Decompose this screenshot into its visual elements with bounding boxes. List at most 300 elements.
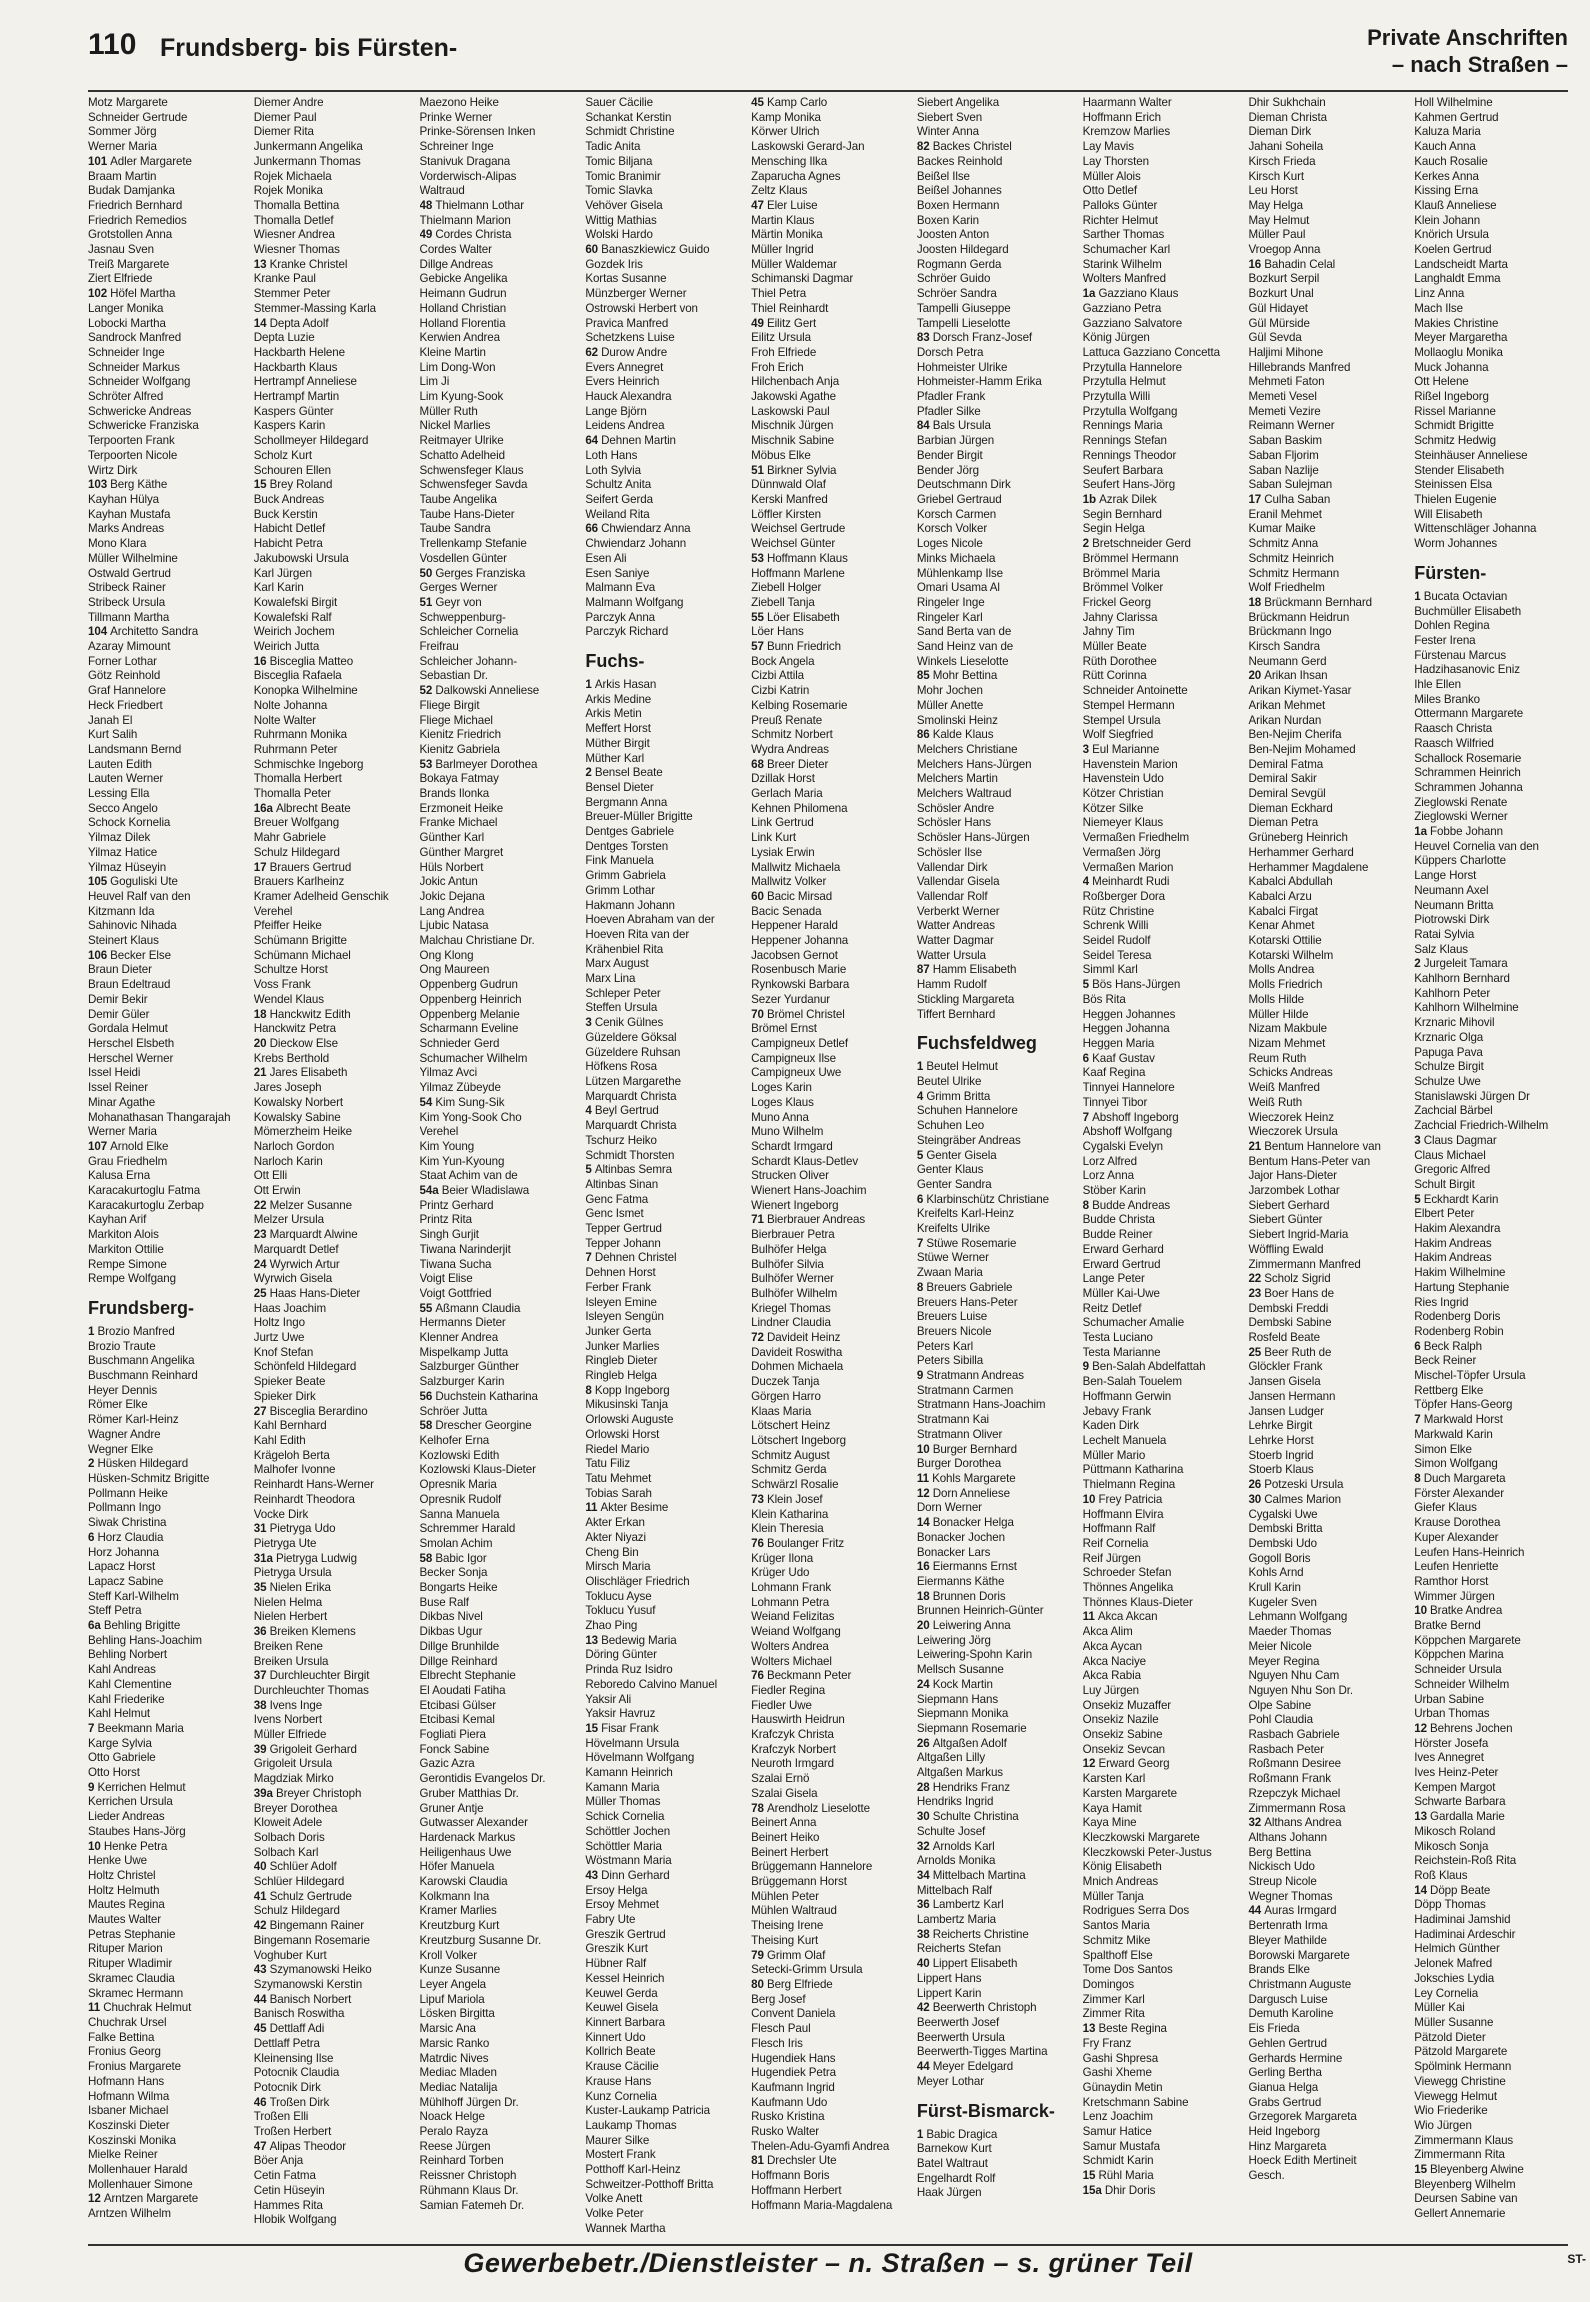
directory-entry: Jokic Dejana — [419, 889, 485, 903]
directory-entry: Smolan Achim — [419, 1536, 493, 1550]
directory-entry: Tinnyei Hannelore — [1082, 1081, 1175, 1095]
directory-entry: Lauten Edith — [88, 757, 152, 771]
directory-entry: Schneider Wolfgang — [88, 375, 191, 389]
directory-entry: Günther Margret — [419, 845, 504, 859]
directory-entry: Breuers Luise — [916, 1310, 988, 1324]
directory-entry: Bleyenberg Wilhelm — [1414, 2177, 1516, 2191]
directory-entry: Fabry Ute — [585, 1913, 636, 1927]
directory-entry: Lenz Joachim — [1082, 2110, 1153, 2124]
directory-entry: 47 Alipas Theodor — [253, 2139, 346, 2153]
directory-entry: Dembski Udo — [1248, 1536, 1317, 1550]
directory-entry: 35 Nielen Erika — [253, 1581, 331, 1595]
directory-entry: Heck Friedbert — [88, 698, 163, 712]
directory-entry: Pollmann Heike — [88, 1486, 168, 1500]
directory-entry: Braam Martin — [88, 169, 157, 183]
directory-entry: Rütt Corinna — [1082, 669, 1147, 683]
directory-entry: Hillebrands Manfred — [1248, 360, 1351, 374]
directory-entry: Wienert Ingeborg — [751, 1198, 839, 1212]
directory-entry: Steff Karl-Wilhelm — [88, 1589, 179, 1603]
directory-entry: Bongarts Heike — [419, 1581, 498, 1595]
directory-entry: Bierbrauer Petra — [751, 1228, 835, 1242]
directory-entry: Haljimi Mihone — [1248, 345, 1324, 359]
directory-entry: Lorz Alfred — [1082, 1154, 1137, 1168]
directory-entry: 2 Bensel Beate — [585, 766, 663, 780]
directory-entry: Stempel Hermann — [1082, 698, 1175, 712]
directory-entry: Papuga Pava — [1414, 1045, 1483, 1059]
directory-entry: Rodenberg Robin — [1414, 1324, 1504, 1338]
directory-entry: Dembski Sabine — [1248, 1316, 1332, 1330]
directory-entry: Ries Ingrid — [1414, 1295, 1469, 1309]
directory-entry: Bisceglia Rafaela — [253, 669, 342, 683]
directory-entry: Stöber Karin — [1082, 1184, 1146, 1198]
directory-entry: Schmitz Gerda — [751, 1463, 827, 1477]
directory-entry: 64 Dehnen Martin — [585, 434, 676, 448]
directory-entry: Heuvel Cornelia van den — [1414, 839, 1539, 853]
directory-entry: 53 Barlmeyer Dorothea — [419, 757, 538, 771]
directory-entry: Engelhardt Rolf — [916, 2171, 996, 2185]
directory-entry: Lieder Andreas — [88, 1810, 165, 1824]
directory-entry: Kaspers Günter — [253, 404, 334, 418]
street-heading: Fuchs- — [585, 651, 645, 672]
directory-entry: Grzegorek Margareta — [1248, 2110, 1357, 2124]
directory-entry: Muno Anna — [751, 1110, 809, 1124]
directory-entry: 5 Altinbas Semra — [585, 1163, 673, 1177]
directory-entry: Schwericke Andreas — [88, 404, 192, 418]
directory-entry: 40 Schlüer Adolf — [253, 1860, 337, 1874]
directory-entry: Santos Maria — [1082, 1919, 1150, 1933]
directory-entry: Thomalla Peter — [253, 787, 331, 801]
directory-entry: Mispelkamp Jutta — [419, 1345, 509, 1359]
directory-entry: 103 Berg Käthe — [88, 478, 168, 492]
directory-entry: Kabalci Abdullah — [1248, 875, 1333, 889]
directory-entry: Tampelli Giuseppe — [916, 301, 1011, 315]
directory-entry: 13 Gardalla Marie — [1414, 1810, 1505, 1824]
directory-entry: Ley Cornelia — [1414, 1986, 1479, 2000]
directory-entry: Etcibasi Gülser — [419, 1698, 497, 1712]
directory-entry: Stratmann Kai — [916, 1413, 990, 1427]
directory-entry: Braun Dieter — [88, 963, 152, 977]
directory-entry: Rempe Wolfgang — [88, 1272, 176, 1286]
directory-entry: Saban Sulejman — [1248, 478, 1333, 492]
directory-entry: Evers Heinrich — [585, 375, 660, 389]
directory-entry: Toklucu Yusuf — [585, 1604, 656, 1618]
directory-entry: Kowalsky Norbert — [253, 1095, 344, 1109]
directory-entry: Müller Anette — [916, 698, 984, 712]
directory-entry: Printz Rita — [419, 1213, 472, 1227]
directory-entry: Schumacher Amalie — [1082, 1316, 1185, 1330]
directory-entry: Theising Irene — [751, 1919, 824, 1933]
directory-entry: 72 Davideit Heinz — [751, 1331, 841, 1345]
directory-entry: Holland Florentia — [419, 316, 506, 330]
directory-entry: König Elisabeth — [1082, 1860, 1162, 1874]
directory-entry: Behling Hans-Joachim — [88, 1633, 202, 1647]
directory-entry: Molls Friedrich — [1248, 978, 1323, 992]
directory-entry: Landscheidt Marta — [1414, 257, 1508, 271]
directory-entry: Krüger Udo — [751, 1566, 810, 1580]
directory-entry: Giefer Klaus — [1414, 1501, 1477, 1515]
directory-entry: 5 Bös Hans-Jürgen — [1082, 978, 1181, 992]
directory-entry: Siepmann Hans — [916, 1692, 999, 1706]
directory-entry: Loges Karin — [751, 1081, 812, 1095]
directory-entry: Skramec Claudia — [88, 1971, 175, 1985]
directory-entry: Verehel — [253, 904, 293, 918]
directory-entry: 10 Burger Bernhard — [916, 1442, 1017, 1456]
directory-entry: Opresnik Maria — [419, 1478, 497, 1492]
directory-entry: Gül Mürside — [1248, 316, 1310, 330]
directory-entry: 12 Behrens Jochen — [1414, 1721, 1513, 1735]
directory-entry: Franke Michael — [419, 816, 498, 830]
directory-entry: Narloch Karin — [253, 1154, 323, 1168]
directory-entry: Zieglowski Werner — [1414, 810, 1508, 824]
directory-entry: 82 Backes Christel — [916, 140, 1012, 154]
directory-entry: Przytulla Hannelore — [1082, 360, 1182, 374]
directory-entry: Pätzold Margarete — [1414, 2045, 1508, 2059]
directory-entry: 38 Ivens Inge — [253, 1698, 323, 1712]
directory-entry: Schmitz Mike — [1082, 1933, 1151, 1947]
directory-entry: Volke Peter — [585, 2207, 644, 2221]
directory-entry: Buchmüller Elisabeth — [1414, 604, 1522, 618]
directory-entry: Zhao Ping — [585, 1619, 638, 1633]
directory-entry: Schwärzl Rosalie — [751, 1478, 839, 1492]
directory-entry: Schroeder Stefan — [1082, 1566, 1172, 1580]
directory-entry: Bentum Hans-Peter van — [1248, 1154, 1371, 1168]
directory-entry: Siebert Gerhard — [1248, 1198, 1330, 1212]
directory-entry: Hoeven Rita van der — [585, 927, 690, 941]
page-code: ST- — [1567, 2252, 1586, 2266]
directory-entry: Malmann Eva — [585, 581, 656, 595]
directory-entry: Wolters Andrea — [751, 1639, 829, 1653]
directory-entry: Loges Klaus — [751, 1095, 814, 1109]
directory-entry: Fonck Sabine — [419, 1742, 490, 1756]
directory-entry: Gehlen Gertrud — [1248, 2036, 1327, 2050]
directory-entry: Kim Yun-Kyoung — [419, 1154, 505, 1168]
directory-entry: Lim Dong-Won — [419, 360, 496, 374]
directory-entry: Setecki-Grimm Ursula — [751, 1963, 863, 1977]
directory-entry: 39 Grigoleit Gerhard — [253, 1742, 357, 1756]
directory-entry: Döpp Thomas — [1414, 1898, 1486, 1912]
directory-entry: Karsten Margarete — [1082, 1786, 1177, 1800]
directory-entry: Kalusa Erna — [88, 1169, 151, 1183]
directory-entry: Zeltz Klaus — [751, 184, 808, 198]
directory-entry: Hüsken-Schmitz Brigitte — [88, 1471, 210, 1485]
directory-entry: 60 Bacic Mirsad — [751, 889, 833, 903]
directory-entry: Thomalla Detlef — [253, 213, 334, 227]
directory-entry: Werner Maria — [88, 140, 157, 154]
directory-entry: 36 Lambertz Karl — [916, 1898, 1004, 1912]
directory-entry: Klein Johann — [1414, 213, 1481, 227]
directory-entry: Schösler Hans-Jürgen — [916, 831, 1030, 845]
directory-entry: Brückmann Heidrun — [1248, 610, 1350, 624]
directory-entry: Tampelli Lieselotte — [916, 316, 1011, 330]
directory-entry: Evers Annegret — [585, 360, 664, 374]
directory-entry: Brüggemann Horst — [751, 1875, 847, 1889]
directory-entry: Dzillak Horst — [751, 772, 815, 786]
directory-entry: Leyer Angela — [419, 1978, 487, 1991]
directory-entry: Troßen Elli — [253, 2110, 309, 2124]
directory-entry: Gül Sevda — [1248, 331, 1302, 345]
directory-entry: Solbach Karl — [253, 1845, 319, 1859]
directory-entry: Przytulla Wolfgang — [1082, 404, 1178, 418]
directory-entry: Kötzer Silke — [1082, 801, 1144, 815]
directory-entry: Kramer Marlies — [419, 1904, 497, 1918]
directory-entry: Kriegel Thomas — [751, 1301, 831, 1315]
directory-entry: Schmitz Anna — [1248, 537, 1319, 551]
directory-entry: Petras Stephanie — [88, 1927, 176, 1941]
directory-entry: Hakim Andreas — [1414, 1236, 1492, 1250]
directory-entry: Altgaßen Markus — [916, 1766, 1004, 1780]
directory-entry: Vallendar Dirk — [916, 860, 988, 874]
directory-entry: Motz Margarete — [88, 96, 168, 109]
directory-entry: Breuer-Müller Brigitte — [585, 810, 693, 824]
street-range-title: Frundsberg- bis Fürsten- — [160, 34, 458, 62]
directory-entry: Herschel Werner — [88, 1051, 174, 1065]
directory-entry: Mellsch Susanne — [916, 1663, 1004, 1677]
directory-entry: Hoffmann Herbert — [751, 2183, 842, 2197]
directory-entry: Bulhöfer Helga — [751, 1242, 827, 1256]
directory-entry: Grau Friedhelm — [88, 1154, 168, 1168]
directory-entry: Töpfer Hans-Georg — [1414, 1398, 1513, 1412]
directory-entry: Pravica Manfred — [585, 316, 669, 330]
directory-entry: Testa Marianne — [1082, 1345, 1161, 1359]
directory-entry: 105 Goguliski Ute — [88, 875, 178, 889]
directory-entry: Schwensfeger Klaus — [419, 463, 524, 477]
directory-entry: Wegner Elke — [88, 1442, 154, 1456]
directory-entry: Schleper Peter — [585, 986, 661, 1000]
directory-entry: Thönnes Angelika — [1082, 1581, 1174, 1595]
directory-entry: Hakim Alexandra — [1414, 1222, 1501, 1236]
directory-entry: Lay Mavis — [1082, 140, 1134, 154]
directory-entry: Wieczorek Heinz — [1248, 1110, 1334, 1124]
footer-rule — [88, 2244, 1568, 2246]
directory-entry: Reitmayer Ulrike — [419, 434, 504, 448]
directory-entry: Ramthor Horst — [1414, 1574, 1489, 1588]
directory-entry: Wegner Thomas — [1248, 1889, 1333, 1903]
directory-entry: Gazic Azra — [419, 1757, 475, 1771]
directory-entry: Tepper Johann — [585, 1236, 661, 1250]
directory-entry: Kleinensing Ilse — [253, 2051, 334, 2065]
directory-entry: 2 Jurgeleit Tamara — [1414, 957, 1508, 971]
directory-entry: Kaspers Karin — [253, 419, 326, 433]
directory-entry: 2 Hüsken Hildegard — [88, 1457, 189, 1471]
directory-entry: Onsekiz Nazile — [1082, 1713, 1159, 1727]
directory-entry: Böer Anja — [253, 2154, 304, 2168]
directory-entry: 4 Beyl Gertrud — [585, 1104, 659, 1118]
directory-entry: Mischnik Sabine — [751, 434, 835, 448]
directory-entry: 46 Troßen Dirk — [253, 2095, 330, 2109]
directory-entry: Bulhöfer Wilhelm — [751, 1286, 838, 1300]
directory-entry: Müller Paul — [1248, 228, 1306, 242]
directory-entry: Köppchen Marina — [1414, 1648, 1504, 1662]
directory-entry: Schmitz Hedwig — [1414, 434, 1496, 448]
directory-entry: Fester Irena — [1414, 633, 1476, 647]
directory-entry: Kloweit Adele — [253, 1816, 323, 1830]
directory-entry: Steff Petra — [88, 1604, 142, 1618]
directory-entry: Neuroth Irmgard — [751, 1757, 835, 1771]
directory-entry: Schöttler Maria — [585, 1839, 662, 1853]
directory-entry: Makies Christine — [1414, 316, 1499, 330]
directory-entry: Onsekiz Sevcan — [1082, 1742, 1166, 1756]
directory-entry: Lange Björn — [585, 404, 647, 418]
directory-entry: Kauch Anna — [1414, 140, 1476, 154]
directory-entry: Breuers Hans-Peter — [916, 1295, 1018, 1309]
directory-entry: May Helga — [1248, 198, 1303, 212]
directory-entry: Raasch Christa — [1414, 722, 1493, 736]
directory-entry: Jahani Soheila — [1248, 140, 1324, 154]
directory-entry: Beinert Heiko — [751, 1830, 820, 1844]
directory-entry: Karowski Claudia — [419, 1875, 508, 1889]
directory-entry: Schardt Irmgard — [751, 1139, 833, 1153]
directory-entry: Zimmermann Klaus — [1414, 2133, 1514, 2147]
directory-entry: Printz Gerhard — [419, 1198, 494, 1212]
directory-entry: Schulz Hildegard — [253, 1904, 340, 1918]
directory-entry: 14 Döpp Beate — [1414, 1883, 1491, 1897]
directory-entry: Heggen Johannes — [1082, 1007, 1176, 1021]
directory-entry: Grigoleit Ursula — [253, 1757, 333, 1771]
directory-entry: 53 Hoffmann Klaus — [751, 551, 848, 565]
directory-entry: Stanislawski Jürgen Dr — [1414, 1089, 1530, 1103]
directory-entry: Wöstmann Maria — [585, 1854, 672, 1868]
directory-entry: Gashi Xheme — [1082, 2066, 1152, 2080]
directory-entry: Schümann Michael — [253, 948, 351, 962]
directory-entry: Salzburger Karin — [419, 1375, 505, 1389]
directory-entry: Wittig Mathias — [585, 213, 657, 227]
directory-entry: Zachcial Bärbel — [1414, 1104, 1493, 1118]
directory-entry: Klauß Anneliese — [1414, 198, 1497, 212]
directory-entry: Beutel Ulrike — [916, 1075, 982, 1088]
directory-entry: Knörich Ursula — [1414, 228, 1489, 242]
directory-entry: Elbrecht Stephanie — [419, 1669, 516, 1683]
directory-entry: Lim Ji — [419, 375, 450, 389]
directory-entry: Markiton Ottilie — [88, 1242, 164, 1256]
directory-entry: Ringleb Dieter — [585, 1354, 658, 1368]
directory-entry: Siebert Angelika — [916, 96, 1000, 109]
directory-entry: Gül Hidayet — [1248, 301, 1308, 315]
directory-entry: Chuchrak Ursel — [88, 2016, 167, 2029]
directory-entry: Mühlen Waltraud — [751, 1904, 837, 1918]
column-6 — [917, 96, 1075, 2241]
directory-entry: Hauck Alexandra — [585, 390, 672, 404]
directory-entry: Demiral Sakir — [1248, 772, 1317, 786]
directory-entry: Wiesner Andrea — [253, 228, 335, 242]
directory-entry: Deutschmann Dirk — [916, 478, 1011, 492]
directory-entry: Mikosch Roland — [1414, 1824, 1496, 1838]
directory-entry: Mollenhauer Harald — [88, 2163, 188, 2177]
directory-entry: Rojek Michaela — [253, 169, 332, 183]
directory-entry: Wieczorek Ursula — [1248, 1125, 1338, 1139]
directory-entry: Leiwering Jörg — [916, 1633, 991, 1647]
directory-entry: Richter Helmut — [1082, 213, 1158, 227]
directory-entry: Waltraud — [419, 184, 465, 198]
directory-entry: Kabalci Arzu — [1248, 889, 1312, 903]
directory-entry: Bender Jörg — [916, 463, 979, 477]
directory-entry: Becker Sonja — [419, 1566, 488, 1580]
directory-entry: Lapacz Horst — [88, 1560, 156, 1574]
directory-entry: Lessing Ella — [88, 787, 150, 801]
directory-entry: Kramer Adelheid Genschik — [253, 889, 389, 903]
directory-entry: 107 Arnold Elke — [88, 1139, 169, 1153]
directory-entry: Jarzombek Lothar — [1248, 1184, 1340, 1198]
directory-entry: 10 Frey Patricia — [1082, 1492, 1163, 1506]
directory-entry: Lötschert Heinz — [751, 1419, 831, 1433]
directory-entry: Löffler Kirsten — [751, 507, 821, 521]
directory-entry: Schweitzer-Potthoff Britta — [585, 2177, 714, 2191]
directory-entry: Kamp Monika — [751, 110, 821, 124]
directory-entry: Lehmann Wolfgang — [1248, 1610, 1348, 1624]
directory-entry: Marx Lina — [585, 972, 636, 986]
directory-entry: Korsch Volker — [916, 522, 988, 536]
directory-entry: 102 Höfel Martha — [88, 287, 176, 301]
directory-entry: Malhofer Ivonne — [253, 1463, 336, 1477]
directory-entry: Loth Sylvia — [585, 463, 641, 477]
directory-entry: Yaksir Havruz — [585, 1707, 656, 1721]
directory-entry: 6 Klarbinschütz Christiane — [916, 1192, 1049, 1206]
directory-entry: Dorn Werner — [916, 1501, 982, 1515]
directory-entry: Mallwitz Michaela — [751, 860, 841, 874]
directory-entry: 10 Bratke Andrea — [1414, 1604, 1503, 1618]
directory-entry: Jacobsen Gernot — [751, 948, 838, 962]
directory-entry: Watter Andreas — [916, 919, 995, 933]
directory-entry: Küppers Charlotte — [1414, 854, 1506, 868]
directory-entry: Ziebell Holger — [751, 581, 822, 595]
directory-entry: Fink Manuela — [585, 854, 654, 868]
directory-entry: Brauers Karlheinz — [253, 875, 345, 889]
directory-entry: Isleyen Emine — [585, 1295, 657, 1309]
directory-entry: Mittelbach Ralf — [916, 1883, 993, 1897]
directory-entry: Landsmann Bernd — [88, 742, 182, 756]
directory-entry: Wolters Michael — [751, 1654, 832, 1668]
directory-entry: Kotarski Ottilie — [1248, 934, 1322, 948]
directory-entry: Müller Kai-Uwe — [1082, 1286, 1160, 1300]
directory-entry: Reicherts Stefan — [916, 1942, 1001, 1956]
directory-entry: 1 Babic Dragica — [916, 2127, 998, 2141]
footer-note: Gewerbebetr./Dienstleister – n. Straßen – s. grüner Teil — [463, 2248, 1193, 2278]
directory-entry: Scholz Kurt — [253, 448, 312, 462]
directory-entry: Samian Fatemeh Dr. — [419, 2198, 525, 2212]
directory-entry: Bender Birgit — [916, 448, 983, 462]
directory-entry: Marks Andreas — [88, 522, 165, 536]
directory-entry: Cygalski Evelyn — [1082, 1139, 1163, 1153]
directory-entry: Maeder Thomas — [1248, 1625, 1332, 1639]
directory-entry: Campigneux Detlef — [751, 1037, 849, 1050]
directory-entry: Dohlen Regina — [1414, 619, 1490, 633]
directory-entry: Kienitz Friedrich — [419, 728, 501, 742]
directory-entry: Demiral Fatma — [1248, 757, 1324, 771]
directory-entry: Wolf Siegfried — [1082, 728, 1154, 742]
directory-entry: Schwensfeger Savda — [419, 478, 528, 492]
directory-entry: Sand Berta van de — [916, 625, 1012, 639]
directory-entry: Steinert Klaus — [88, 934, 159, 948]
directory-entry: Sanna Manuela — [419, 1507, 500, 1521]
directory-entry: Zachcial Friedrich-Wilhelm — [1414, 1119, 1549, 1133]
directory-entry: Burger Dorothea — [916, 1457, 1002, 1471]
directory-entry: Ringleb Helga — [585, 1369, 657, 1383]
directory-entry: Niemeyer Klaus — [1082, 816, 1164, 830]
directory-entry: Vallendar Gisela — [916, 875, 1000, 889]
directory-entry: Dünnwald Olaf — [751, 478, 826, 492]
directory-entry: Kunze Susanne — [419, 1963, 501, 1977]
directory-entry: Jebavy Frank — [1082, 1404, 1152, 1418]
directory-entry: Leiwering-Spohn Karin — [916, 1648, 1033, 1662]
directory-entry: Hoffmann Ralf — [1082, 1522, 1156, 1536]
directory-entry: Tatu Filiz — [585, 1457, 631, 1471]
directory-entry: Hoffmann Marlene — [751, 566, 845, 580]
directory-entry: Mohanathasan Thangarajah — [88, 1110, 231, 1124]
directory-entry: Krähenbiel Rita — [585, 942, 664, 956]
directory-entry: Rodenberg Doris — [1414, 1310, 1501, 1324]
directory-entry: Schumacher Karl — [1082, 243, 1171, 257]
directory-entry: Hoffmann Gerwin — [1082, 1389, 1172, 1403]
directory-entry: Schallock Rosemarie — [1414, 751, 1522, 765]
